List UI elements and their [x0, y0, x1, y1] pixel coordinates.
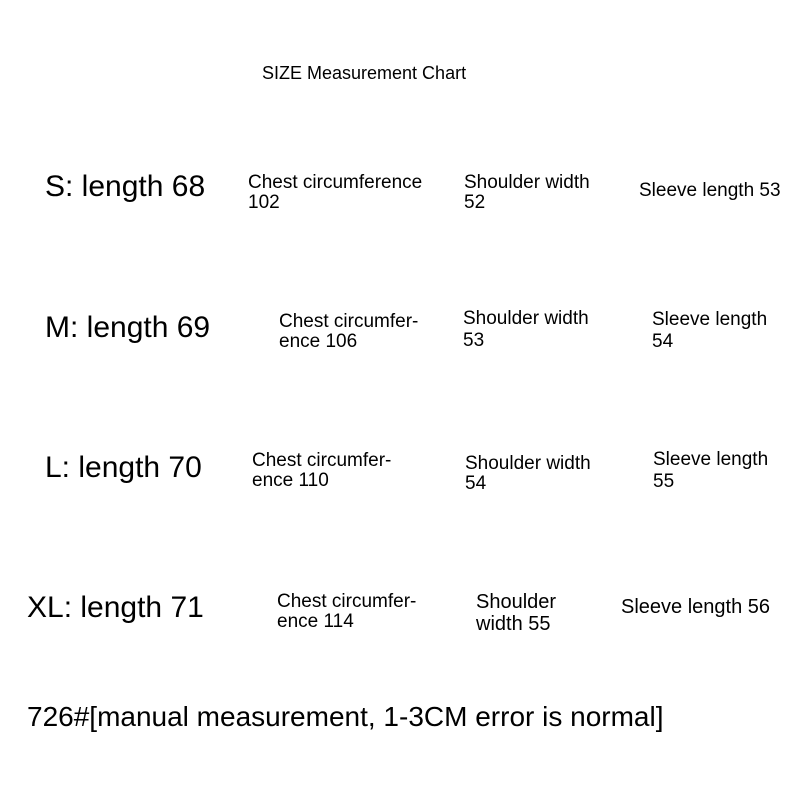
- size-m-shoulder-line2: 53: [463, 330, 485, 351]
- size-l-label: L: length 70: [45, 451, 202, 484]
- size-s-shoulder-line1: Shoulder width: [464, 172, 590, 193]
- size-xl-chest-line1: Chest circumfer-: [277, 591, 417, 612]
- size-s-sleeve-line1: Sleeve length 53: [639, 180, 781, 201]
- measurement-note: 726#[manual measurement, 1-3CM error is normal]: [27, 701, 664, 732]
- size-xl-chest-line2: ence 114: [277, 611, 354, 632]
- size-l-sleeve-line1: Sleeve length: [653, 449, 769, 470]
- size-xl-sleeve: [621, 597, 770, 617]
- size-xl-shoulder-line1: Shoulder: [476, 591, 557, 613]
- size-l-chest-line2: ence 110: [252, 470, 329, 491]
- size-m-label: M: length 69: [45, 311, 211, 344]
- size-m-shoulder-line1: Shoulder width: [463, 308, 589, 329]
- size-m-shoulder: [463, 309, 589, 351]
- size-m-chest: [279, 312, 418, 352]
- size-l-chest-line1: Chest circumfer-: [252, 450, 392, 471]
- size-xl-chest: [277, 592, 416, 632]
- size-l-shoulder-line2: 54: [465, 473, 487, 494]
- size-l-chest: [252, 451, 391, 491]
- size-m-chest-line2: ence 106: [279, 331, 358, 352]
- size-s-label: S: length 68: [45, 170, 206, 203]
- chart-title: SIZE Measurement Chart: [262, 63, 467, 83]
- size-m-sleeve: [652, 310, 767, 352]
- size-s-shoulder: [464, 173, 590, 213]
- size-l-sleeve: [653, 450, 768, 492]
- size-xl-shoulder-line2: width 55: [476, 613, 551, 635]
- size-s-chest: [248, 173, 422, 213]
- size-l-shoulder: [465, 454, 591, 494]
- size-xl-shoulder: [476, 591, 556, 635]
- size-l-shoulder-line1: Shoulder width: [465, 453, 591, 474]
- size-s-chest-line2: 102: [248, 192, 280, 213]
- size-m-sleeve-line1: Sleeve length: [652, 309, 768, 330]
- size-xl-label: XL: length 71: [27, 591, 204, 624]
- size-s-chest-line1: Chest circumference: [248, 172, 423, 193]
- size-l-sleeve-line2: 55: [653, 471, 675, 492]
- size-m-sleeve-line2: 54: [652, 331, 674, 352]
- size-m-chest-line1: Chest circumfer-: [279, 311, 419, 332]
- size-xl-sleeve-line1: Sleeve length 56: [621, 596, 771, 618]
- size-s-shoulder-line2: 52: [464, 192, 486, 213]
- size-s-sleeve: [639, 181, 781, 201]
